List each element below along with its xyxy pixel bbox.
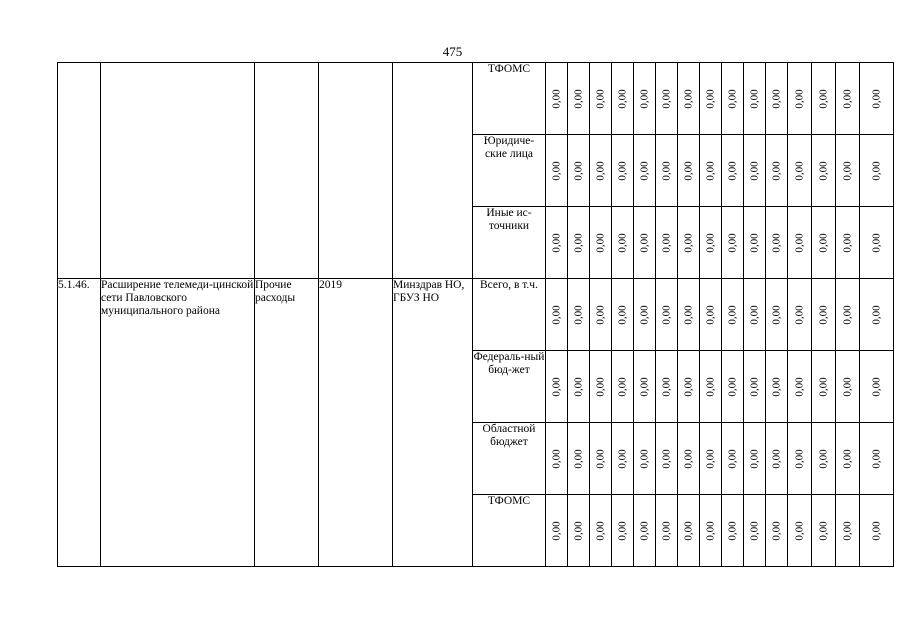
value-text: 0,00: [793, 304, 805, 325]
value-cell: [788, 423, 812, 495]
value-text: 0,00: [638, 448, 650, 469]
value-text: 0,00: [638, 520, 650, 541]
value-text: 0,00: [770, 160, 782, 181]
value-cell: [656, 63, 678, 135]
value-text: 0,00: [726, 88, 738, 109]
value-cell: [860, 495, 894, 567]
value-text: 0,00: [841, 376, 853, 397]
value-cell: [568, 135, 590, 207]
value-text: 0,00: [704, 376, 716, 397]
value-cell: [634, 207, 656, 279]
value-cell: [722, 63, 744, 135]
value-cell: [656, 279, 678, 351]
value-text: 0,00: [638, 304, 650, 325]
value-text: 0,00: [682, 376, 694, 397]
value-cell: [722, 423, 744, 495]
value-text: 0,00: [682, 448, 694, 469]
value-cell: [744, 207, 766, 279]
value-text: 0,00: [793, 376, 805, 397]
value-text: 0,00: [870, 160, 882, 181]
value-text: 0,00: [660, 376, 672, 397]
value-cell: [722, 207, 744, 279]
value-cell: [836, 423, 860, 495]
value-cell: [860, 63, 894, 135]
value-text: 0,00: [841, 160, 853, 181]
col-year-empty: [319, 63, 393, 279]
value-text: 0,00: [748, 160, 760, 181]
source-cell: Областной бюджет: [473, 423, 546, 495]
value-cell: [744, 135, 766, 207]
value-cell: [634, 495, 656, 567]
value-text: 0,00: [726, 520, 738, 541]
source-cell: ТФОМС: [473, 495, 546, 567]
value-cell: [788, 207, 812, 279]
value-text: 0,00: [770, 232, 782, 253]
source-cell: Федераль-ный бюд-жет: [473, 351, 546, 423]
value-text: 0,00: [594, 304, 606, 325]
value-text: 0,00: [841, 448, 853, 469]
value-cell: [590, 495, 612, 567]
value-cell: [634, 135, 656, 207]
value-cell: [700, 135, 722, 207]
item-number: 5.1.46.: [58, 279, 101, 567]
value-text: 0,00: [817, 520, 829, 541]
value-cell: [678, 495, 700, 567]
col-number-empty: [58, 63, 101, 279]
value-cell: [860, 207, 894, 279]
value-cell: [766, 423, 788, 495]
value-text: 0,00: [638, 232, 650, 253]
value-text: 0,00: [841, 232, 853, 253]
value-text: 0,00: [550, 232, 562, 253]
value-text: 0,00: [572, 88, 584, 109]
value-cell: [678, 135, 700, 207]
value-cell: [836, 135, 860, 207]
page-number: 475: [442, 44, 463, 59]
value-text: 0,00: [748, 88, 760, 109]
source-cell: Юридиче-ские лица: [473, 135, 546, 207]
value-text: 0,00: [572, 448, 584, 469]
value-text: 0,00: [726, 160, 738, 181]
value-text: 0,00: [870, 304, 882, 325]
value-text: 0,00: [870, 520, 882, 541]
value-cell: [722, 351, 744, 423]
value-text: 0,00: [704, 88, 716, 109]
value-text: 0,00: [770, 376, 782, 397]
value-cell: [612, 63, 634, 135]
value-text: 0,00: [572, 232, 584, 253]
value-text: 0,00: [870, 88, 882, 109]
value-text: 0,00: [704, 520, 716, 541]
value-cell: [612, 279, 634, 351]
value-text: 0,00: [616, 88, 628, 109]
value-cell: [744, 63, 766, 135]
value-text: 0,00: [638, 88, 650, 109]
value-cell: [568, 351, 590, 423]
budget-table: [57, 62, 894, 567]
value-cell: [744, 495, 766, 567]
value-cell: [634, 423, 656, 495]
value-text: 0,00: [550, 448, 562, 469]
value-text: 0,00: [817, 376, 829, 397]
value-cell: [634, 351, 656, 423]
value-cell: [656, 135, 678, 207]
value-cell: [634, 63, 656, 135]
col-name-empty: [101, 63, 255, 279]
value-cell: [590, 207, 612, 279]
value-cell: [812, 279, 836, 351]
value-text: 0,00: [616, 376, 628, 397]
value-text: 0,00: [660, 304, 672, 325]
value-text: 0,00: [841, 88, 853, 109]
value-text: 0,00: [726, 376, 738, 397]
value-text: 0,00: [594, 520, 606, 541]
table-body: [58, 63, 894, 567]
value-text: 0,00: [817, 304, 829, 325]
value-cell: [568, 495, 590, 567]
value-text: 0,00: [748, 520, 760, 541]
value-text: 0,00: [682, 304, 694, 325]
value-cell: [612, 135, 634, 207]
value-cell: [700, 351, 722, 423]
value-cell: [860, 279, 894, 351]
value-cell: [546, 207, 568, 279]
value-cell: [546, 423, 568, 495]
value-text: 0,00: [660, 88, 672, 109]
value-cell: [744, 279, 766, 351]
value-cell: [812, 423, 836, 495]
value-text: 0,00: [594, 88, 606, 109]
value-text: 0,00: [748, 232, 760, 253]
value-cell: [590, 423, 612, 495]
value-cell: [568, 423, 590, 495]
value-cell: [860, 351, 894, 423]
value-cell: [722, 495, 744, 567]
value-text: 0,00: [616, 520, 628, 541]
value-text: 0,00: [817, 232, 829, 253]
value-cell: [812, 207, 836, 279]
value-cell: [860, 135, 894, 207]
value-cell: [766, 63, 788, 135]
value-cell: [546, 351, 568, 423]
value-cell: [568, 207, 590, 279]
source-cell: Всего, в т.ч.: [473, 279, 546, 351]
value-text: 0,00: [748, 304, 760, 325]
value-text: 0,00: [550, 160, 562, 181]
value-text: 0,00: [841, 520, 853, 541]
value-text: 0,00: [817, 160, 829, 181]
value-cell: [836, 207, 860, 279]
value-text: 0,00: [726, 448, 738, 469]
value-text: 0,00: [550, 304, 562, 325]
value-cell: [678, 351, 700, 423]
value-cell: [656, 351, 678, 423]
value-cell: [678, 63, 700, 135]
value-text: 0,00: [704, 160, 716, 181]
value-cell: [700, 63, 722, 135]
value-text: 0,00: [572, 520, 584, 541]
value-text: 0,00: [572, 376, 584, 397]
value-cell: [836, 279, 860, 351]
value-text: 0,00: [770, 304, 782, 325]
value-text: 0,00: [770, 448, 782, 469]
value-cell: [546, 279, 568, 351]
value-text: 0,00: [704, 448, 716, 469]
value-cell: [700, 279, 722, 351]
value-cell: [744, 351, 766, 423]
value-cell: [788, 63, 812, 135]
value-cell: [812, 495, 836, 567]
value-text: 0,00: [594, 232, 606, 253]
item-year: 2019: [319, 279, 393, 567]
table-row: [58, 63, 894, 135]
value-cell: [788, 135, 812, 207]
value-text: 0,00: [770, 88, 782, 109]
value-text: 0,00: [748, 448, 760, 469]
value-cell: [766, 207, 788, 279]
value-cell: [766, 135, 788, 207]
value-cell: [546, 495, 568, 567]
value-text: 0,00: [793, 160, 805, 181]
value-text: 0,00: [594, 160, 606, 181]
value-text: 0,00: [726, 304, 738, 325]
value-text: 0,00: [841, 304, 853, 325]
value-text: 0,00: [638, 376, 650, 397]
value-cell: [860, 423, 894, 495]
value-text: 0,00: [616, 304, 628, 325]
value-cell: [788, 279, 812, 351]
value-cell: [656, 207, 678, 279]
value-text: 0,00: [726, 232, 738, 253]
value-cell: [788, 351, 812, 423]
value-cell: [766, 495, 788, 567]
value-cell: [678, 207, 700, 279]
value-text: 0,00: [660, 520, 672, 541]
value-cell: [836, 63, 860, 135]
value-cell: [590, 63, 612, 135]
value-text: 0,00: [572, 160, 584, 181]
value-cell: [788, 495, 812, 567]
value-text: 0,00: [817, 448, 829, 469]
table-row: [58, 279, 894, 351]
value-text: 0,00: [704, 232, 716, 253]
value-text: 0,00: [572, 304, 584, 325]
value-text: 0,00: [594, 448, 606, 469]
value-cell: [700, 495, 722, 567]
value-text: 0,00: [793, 520, 805, 541]
value-text: 0,00: [870, 448, 882, 469]
col-expense-empty: [255, 63, 319, 279]
value-cell: [812, 63, 836, 135]
value-cell: [568, 279, 590, 351]
value-cell: [744, 423, 766, 495]
value-cell: [700, 423, 722, 495]
value-text: 0,00: [682, 160, 694, 181]
value-text: 0,00: [550, 376, 562, 397]
value-text: 0,00: [870, 232, 882, 253]
value-text: 0,00: [616, 160, 628, 181]
value-text: 0,00: [550, 520, 562, 541]
value-cell: [568, 63, 590, 135]
value-cell: [656, 495, 678, 567]
value-cell: [656, 423, 678, 495]
value-text: 0,00: [770, 520, 782, 541]
value-cell: [722, 135, 744, 207]
value-cell: [612, 351, 634, 423]
value-text: 0,00: [616, 448, 628, 469]
value-text: 0,00: [793, 88, 805, 109]
value-cell: [700, 207, 722, 279]
col-executor-empty: [393, 63, 473, 279]
value-text: 0,00: [550, 88, 562, 109]
value-text: 0,00: [660, 448, 672, 469]
value-cell: [678, 423, 700, 495]
value-text: 0,00: [682, 232, 694, 253]
value-cell: [590, 279, 612, 351]
value-cell: [812, 135, 836, 207]
value-text: 0,00: [660, 160, 672, 181]
value-text: 0,00: [748, 376, 760, 397]
value-cell: [766, 279, 788, 351]
value-cell: [612, 423, 634, 495]
value-text: 0,00: [817, 88, 829, 109]
value-cell: [546, 63, 568, 135]
value-text: 0,00: [870, 376, 882, 397]
value-cell: [590, 135, 612, 207]
value-cell: [678, 279, 700, 351]
value-text: 0,00: [793, 448, 805, 469]
value-cell: [836, 351, 860, 423]
value-cell: [590, 351, 612, 423]
value-cell: [836, 495, 860, 567]
value-cell: [722, 279, 744, 351]
value-text: 0,00: [660, 232, 672, 253]
value-cell: [612, 207, 634, 279]
value-text: 0,00: [638, 160, 650, 181]
source-cell: Иные ис-точники: [473, 207, 546, 279]
value-cell: [766, 351, 788, 423]
value-cell: [546, 135, 568, 207]
value-text: 0,00: [616, 232, 628, 253]
value-text: 0,00: [704, 304, 716, 325]
value-cell: [612, 495, 634, 567]
value-cell: [634, 279, 656, 351]
item-executor: Минздрав НО, ГБУЗ НО: [393, 279, 473, 567]
value-text: 0,00: [682, 88, 694, 109]
value-text: 0,00: [594, 376, 606, 397]
item-expense-type: Прочие расходы: [255, 279, 319, 567]
value-text: 0,00: [793, 232, 805, 253]
value-cell: [812, 351, 836, 423]
value-text: 0,00: [682, 520, 694, 541]
source-cell: ТФОМС: [473, 63, 546, 135]
item-name: Расширение телемеди-цинской сети Павловского муниципального района: [101, 279, 255, 567]
